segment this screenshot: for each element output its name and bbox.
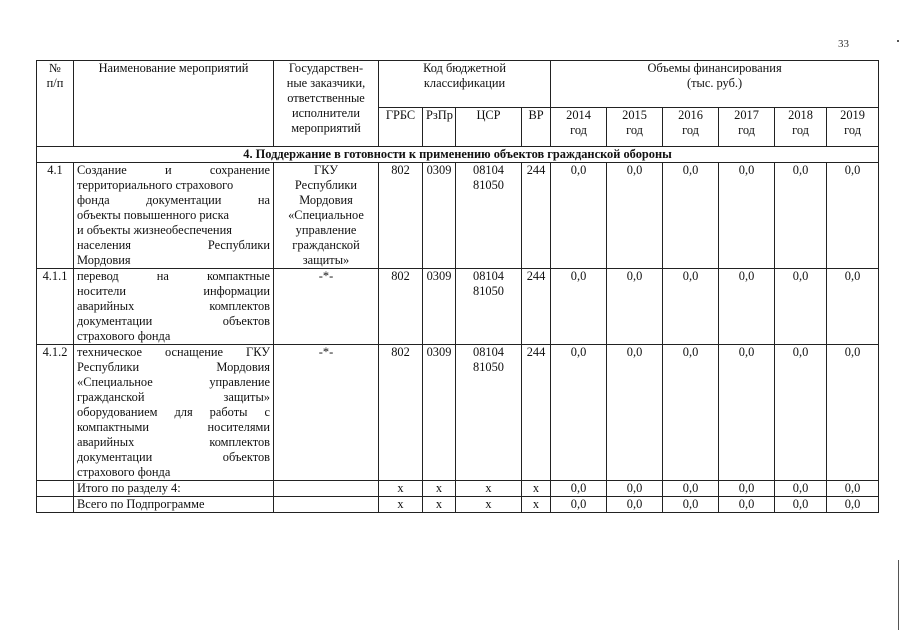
total-code: х: [522, 497, 551, 513]
total-value-2018: 0,0: [775, 481, 827, 497]
row-value-2016: 0,0: [663, 269, 719, 345]
total-label: Итого по разделу 4:: [74, 481, 274, 497]
row-csr: 08104 81050: [456, 163, 522, 269]
row-csr: 08104 81050: [456, 345, 522, 481]
header-row: [37, 61, 879, 108]
row-value-2017: 0,0: [719, 345, 775, 481]
table-row: [37, 345, 879, 481]
section-title-row: [37, 147, 879, 163]
total-code: х: [423, 497, 456, 513]
row-vr: 244: [522, 163, 551, 269]
total-code: х: [379, 481, 423, 497]
row-rzpr: 0309: [423, 163, 456, 269]
section-title: 4. Поддержание в готовности к применению объектов гражданской обороны: [37, 147, 879, 163]
header-csr: ЦСР: [456, 108, 522, 147]
row-customer: -*-: [274, 269, 379, 345]
total-value-2019: 0,0: [827, 481, 879, 497]
total-value-2015: 0,0: [607, 481, 663, 497]
total-label: Всего по Подпрограмме: [74, 497, 274, 513]
row-value-2014: 0,0: [551, 269, 607, 345]
total-row: [37, 481, 879, 497]
header-year-2019: 2019 год: [827, 108, 879, 147]
total-code: х: [379, 497, 423, 513]
row-value-2016: 0,0: [663, 345, 719, 481]
header-grbs: ГРБС: [379, 108, 423, 147]
row-num: 4.1.2: [37, 345, 74, 481]
header-year-2015: 2015 год: [607, 108, 663, 147]
row-value-2014: 0,0: [551, 345, 607, 481]
row-customer: -*-: [274, 345, 379, 481]
total-customer: [274, 481, 379, 497]
row-value-2019: 0,0: [827, 269, 879, 345]
row-value-2017: 0,0: [719, 163, 775, 269]
row-grbs: 802: [379, 269, 423, 345]
row-name: перевод на компактные носители информации аварийных комплектов документации объектов страхового фонда: [74, 269, 274, 345]
row-value-2014: 0,0: [551, 163, 607, 269]
header-year-2014: 2014 год: [551, 108, 607, 147]
total-row: [37, 497, 879, 513]
row-value-2018: 0,0: [775, 163, 827, 269]
row-value-2015: 0,0: [607, 269, 663, 345]
row-value-2018: 0,0: [775, 269, 827, 345]
row-value-2017: 0,0: [719, 269, 775, 345]
row-num: 4.1.1: [37, 269, 74, 345]
total-value-2015: 0,0: [607, 497, 663, 513]
row-value-2016: 0,0: [663, 163, 719, 269]
row-vr: 244: [522, 345, 551, 481]
header-name: Наименование мероприятий: [74, 61, 274, 147]
total-value-2014: 0,0: [551, 481, 607, 497]
total-customer: [274, 497, 379, 513]
header-budget-code: Код бюджетной классификации: [379, 61, 551, 108]
header-year-2016: 2016 год: [663, 108, 719, 147]
row-value-2015: 0,0: [607, 345, 663, 481]
header-num: № п/п: [37, 61, 74, 147]
header-year-2017: 2017 год: [719, 108, 775, 147]
row-grbs: 802: [379, 163, 423, 269]
header-customers: Государствен- ные заказчики, ответственные исполнители мероприятий: [274, 61, 379, 147]
row-grbs: 802: [379, 345, 423, 481]
total-code: х: [522, 481, 551, 497]
total-value-2018: 0,0: [775, 497, 827, 513]
total-code: х: [456, 481, 522, 497]
total-value-2019: 0,0: [827, 497, 879, 513]
row-rzpr: 0309: [423, 345, 456, 481]
header-rzpr: РзПр: [423, 108, 456, 147]
page-number: 33: [838, 38, 849, 50]
row-customer: ГКУ Республики Мордовия «Специальное управление гражданской защиты»: [274, 163, 379, 269]
budget-table: [36, 60, 879, 513]
header-financing: Объемы финансирования (тыс. руб.): [551, 61, 879, 108]
table-row: [37, 163, 879, 269]
row-num: 4.1: [37, 163, 74, 269]
total-num: [37, 497, 74, 513]
row-name: Создание и сохранение территориального страхового фонда документации на объекты повышенного риска и объекты жизнеобеспечения населения Республики Мордовия: [74, 163, 274, 269]
header-year-2018: 2018 год: [775, 108, 827, 147]
total-value-2014: 0,0: [551, 497, 607, 513]
row-csr: 08104 81050: [456, 269, 522, 345]
total-value-2016: 0,0: [663, 497, 719, 513]
row-name: техническое оснащение ГКУ Республики Мордовия «Специальное управление гражданской защиты» оборудованием для работы с компактными носителями аварийных комплектов документации объектов страхового фонда: [74, 345, 274, 481]
total-code: х: [423, 481, 456, 497]
row-vr: 244: [522, 269, 551, 345]
total-value-2017: 0,0: [719, 481, 775, 497]
row-value-2019: 0,0: [827, 345, 879, 481]
total-num: [37, 481, 74, 497]
row-value-2015: 0,0: [607, 163, 663, 269]
row-value-2019: 0,0: [827, 163, 879, 269]
total-code: х: [456, 497, 522, 513]
total-value-2017: 0,0: [719, 497, 775, 513]
header-vr: ВР: [522, 108, 551, 147]
row-rzpr: 0309: [423, 269, 456, 345]
scan-artifact: [898, 560, 899, 630]
scan-artifact: [897, 40, 899, 42]
total-value-2016: 0,0: [663, 481, 719, 497]
table-row: [37, 269, 879, 345]
row-value-2018: 0,0: [775, 345, 827, 481]
